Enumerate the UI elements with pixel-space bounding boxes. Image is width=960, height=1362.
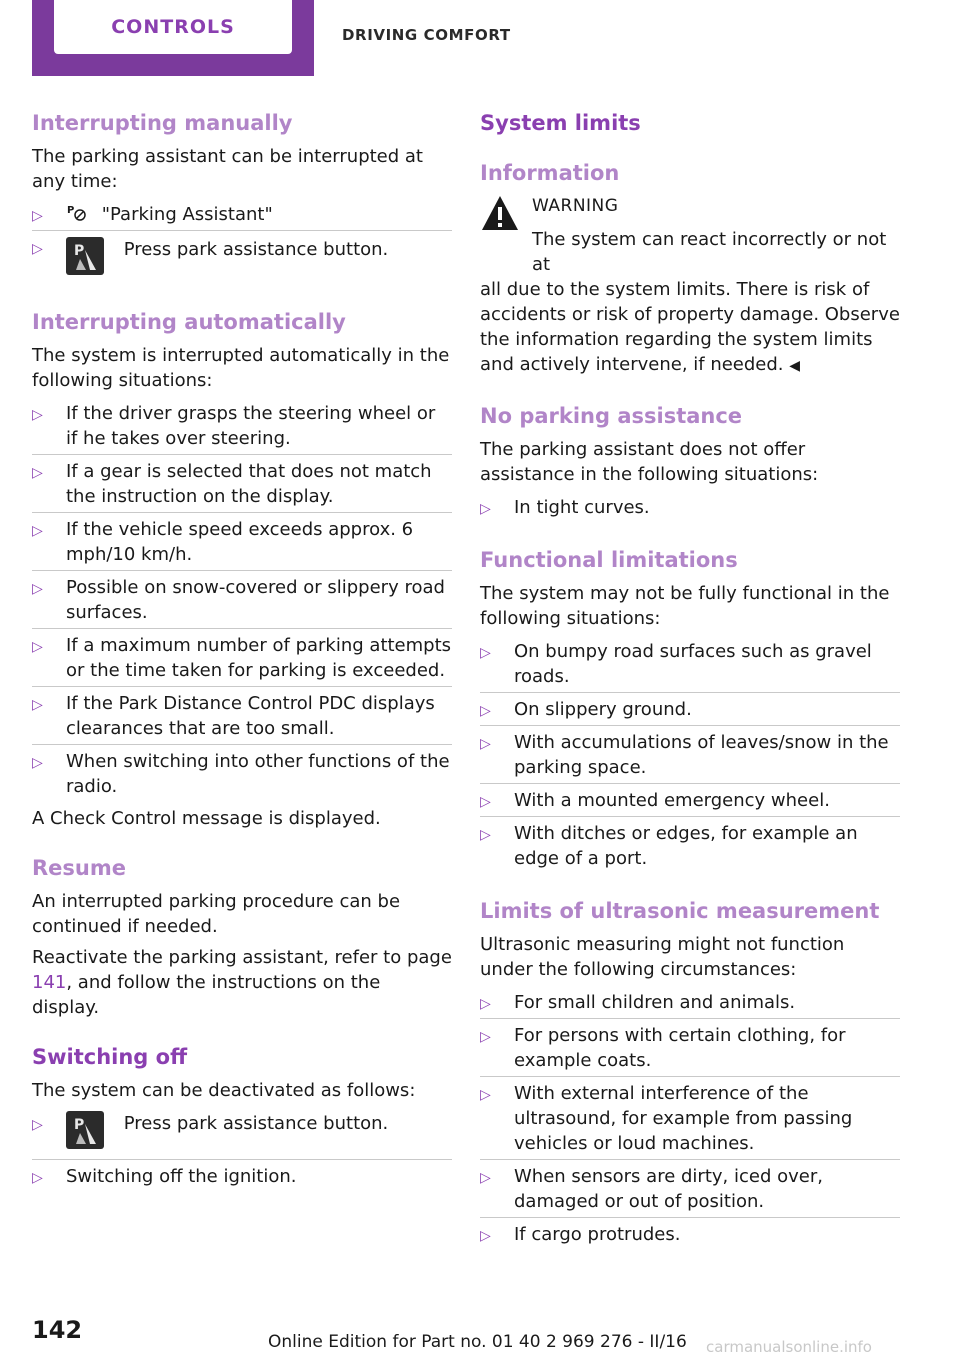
list-item-label: With accumulations of leaves/snow in the parking space. xyxy=(514,732,889,778)
bullet-icon: ▷ xyxy=(32,208,43,224)
resume-reactivate-text-end: , and follow the instructions on the display. xyxy=(32,972,381,1018)
list-item xyxy=(32,628,452,686)
list-item xyxy=(32,1159,452,1192)
list-item xyxy=(32,686,452,744)
intro-interrupting-automatically: The system is interrupted automatically in the following situations: xyxy=(32,345,450,391)
intro-interrupting-manually: The parking assistant can be interrupted at any time: xyxy=(32,146,423,192)
bullet-icon: ▷ xyxy=(480,645,491,661)
page-number: 142 xyxy=(32,1316,83,1344)
list-item xyxy=(480,692,900,725)
list-item xyxy=(480,635,900,692)
svg-text:P: P xyxy=(74,1117,85,1133)
heading-interrupting-automatically: Interrupting automatically xyxy=(32,310,346,334)
intro-no-parking-assistance: The parking assistant does not offer assistance in the following situations: xyxy=(480,439,819,485)
heading-resume: Resume xyxy=(32,856,126,880)
list-item xyxy=(480,1217,900,1250)
list-item-label: In tight curves. xyxy=(514,497,650,518)
parking-assistant-icon xyxy=(66,202,88,224)
list-item-label: On slippery ground. xyxy=(514,699,692,720)
list-item xyxy=(32,230,452,285)
list-item xyxy=(32,512,452,570)
bullet-icon: ▷ xyxy=(480,501,491,517)
heading-functional-limitations: Functional limitations xyxy=(480,548,738,572)
warning-text-first: The system can react incorrectly or not at xyxy=(532,229,887,275)
list-ultrasonic-limits xyxy=(480,986,900,1250)
resume-reactivate-text: Reactivate the parking assistant, refer to page xyxy=(32,947,452,968)
bullet-icon: ▷ xyxy=(32,639,43,655)
right-column xyxy=(480,108,900,1250)
resume-text: An interrupted parking procedure can be continued if needed. xyxy=(32,891,401,937)
list-interrupting-manually xyxy=(32,198,452,285)
left-column xyxy=(32,108,452,1192)
warning-label: WARNING xyxy=(532,196,619,216)
bullet-icon: ▷ xyxy=(480,1228,491,1244)
intro-switching-off: The system can be deactivated as follows: xyxy=(32,1080,416,1101)
heading-ultrasonic-limits: Limits of ultrasonic measurement xyxy=(480,899,880,923)
list-item xyxy=(32,744,452,802)
list-item xyxy=(32,198,452,230)
bullet-icon: ▷ xyxy=(480,736,491,752)
list-item-label: If a maximum number of parking attempts or the time taken for parking is exceeded. xyxy=(66,635,452,681)
list-item xyxy=(480,816,900,874)
list-functional-limitations xyxy=(480,635,900,874)
list-item-label: "Parking Assistant" xyxy=(101,204,273,225)
list-item xyxy=(480,1159,900,1217)
list-item xyxy=(480,491,900,523)
list-item xyxy=(480,783,900,816)
list-item-label: When sensors are dirty, iced over, damaged or out of position. xyxy=(514,1166,823,1212)
warning-block xyxy=(480,194,900,277)
list-interrupting-automatically xyxy=(32,397,452,802)
bullet-icon: ▷ xyxy=(480,996,491,1012)
watermark: carmanualsonline.info xyxy=(706,1338,872,1356)
heading-no-parking-assistance: No parking assistance xyxy=(480,404,743,428)
list-item xyxy=(32,397,452,454)
list-item-label: Press park assistance button. xyxy=(123,239,389,260)
header-section-tab[interactable]: CONTROLS xyxy=(54,0,292,54)
edition-footer: Online Edition for Part no. 01 40 2 969 276 - II/16 xyxy=(268,1332,687,1352)
list-item-label: For persons with certain clothing, for example coats. xyxy=(514,1025,846,1071)
intro-functional-limitations: The system may not be fully functional in the following situations: xyxy=(480,583,890,629)
bullet-icon: ▷ xyxy=(32,581,43,597)
bullet-icon: ▷ xyxy=(480,1087,491,1103)
list-item-label: Press park assistance button. xyxy=(123,1113,389,1134)
list-item xyxy=(480,725,900,783)
list-item-label: With external interference of the ultrasound, for example from passing vehicles or loud machines. xyxy=(514,1083,853,1154)
svg-text:P: P xyxy=(74,243,85,259)
list-item-label: On bumpy road surfaces such as gravel roads. xyxy=(514,641,872,687)
bullet-icon: ▷ xyxy=(32,407,43,423)
bullet-icon: ▷ xyxy=(480,1029,491,1045)
resume-reactivate xyxy=(32,945,452,1020)
bullet-icon: ▷ xyxy=(32,241,43,257)
check-control-note: A Check Control message is displayed. xyxy=(32,808,381,829)
heading-interrupting-manually: Interrupting manually xyxy=(32,111,293,135)
list-item xyxy=(480,1018,900,1076)
park-assistance-button-icon xyxy=(66,1111,104,1149)
list-item-label: With ditches or edges, for example an edge of a port. xyxy=(514,823,858,869)
heading-system-limits: System limits xyxy=(480,111,641,135)
list-item-label: When switching into other functions of the radio. xyxy=(66,751,450,797)
park-assistance-button-icon xyxy=(66,237,104,275)
list-item-label: If a gear is selected that does not match the instruction on the display. xyxy=(66,461,432,507)
bullet-icon: ▷ xyxy=(480,794,491,810)
page-reference-link[interactable]: 141 xyxy=(32,972,67,993)
list-switching-off xyxy=(32,1107,452,1192)
bullet-icon: ▷ xyxy=(480,703,491,719)
list-item xyxy=(32,1107,452,1159)
warning-triangle-icon xyxy=(480,194,520,234)
bullet-icon: ▷ xyxy=(32,1170,43,1186)
bullet-icon: ▷ xyxy=(32,523,43,539)
heading-switching-off: Switching off xyxy=(32,1045,188,1069)
list-item-label: Possible on snow-covered or slippery road surfaces. xyxy=(66,577,445,623)
list-no-parking-assistance xyxy=(480,491,900,523)
bullet-icon: ▷ xyxy=(32,1117,43,1133)
list-item xyxy=(32,570,452,628)
end-mark-icon: ◀ xyxy=(789,358,801,374)
bullet-icon: ▷ xyxy=(32,755,43,771)
list-item-label: With a mounted emergency wheel. xyxy=(514,790,830,811)
warning-text-rest: all due to the system limits. There is risk of accidents or risk of property damage. Observe the information regarding the system limits and actively intervene, if needed. xyxy=(480,279,900,375)
bullet-icon: ▷ xyxy=(32,697,43,713)
list-item xyxy=(32,454,452,512)
header-subsection[interactable]: DRIVING COMFORT xyxy=(342,26,511,44)
bullet-icon: ▷ xyxy=(480,827,491,843)
intro-ultrasonic-limits: Ultrasonic measuring might not function under the following circumstances: xyxy=(480,934,845,980)
list-item xyxy=(480,986,900,1018)
list-item-label: For small children and animals. xyxy=(514,992,796,1013)
list-item xyxy=(480,1076,900,1159)
svg-text:P: P xyxy=(67,205,75,216)
list-item-label: Switching off the ignition. xyxy=(66,1166,297,1187)
bullet-icon: ▷ xyxy=(32,465,43,481)
heading-information: Information xyxy=(480,161,620,185)
warning-text xyxy=(480,277,900,379)
bullet-icon: ▷ xyxy=(480,1170,491,1186)
list-item-label: If the vehicle speed exceeds approx. 6 mph/10 km/h. xyxy=(66,519,414,565)
list-item-label: If cargo protrudes. xyxy=(514,1224,681,1245)
list-item-label: If the driver grasps the steering wheel or if he takes over steering. xyxy=(66,403,436,449)
list-item-label: If the Park Distance Control PDC displays clearances that are too small. xyxy=(66,693,435,739)
